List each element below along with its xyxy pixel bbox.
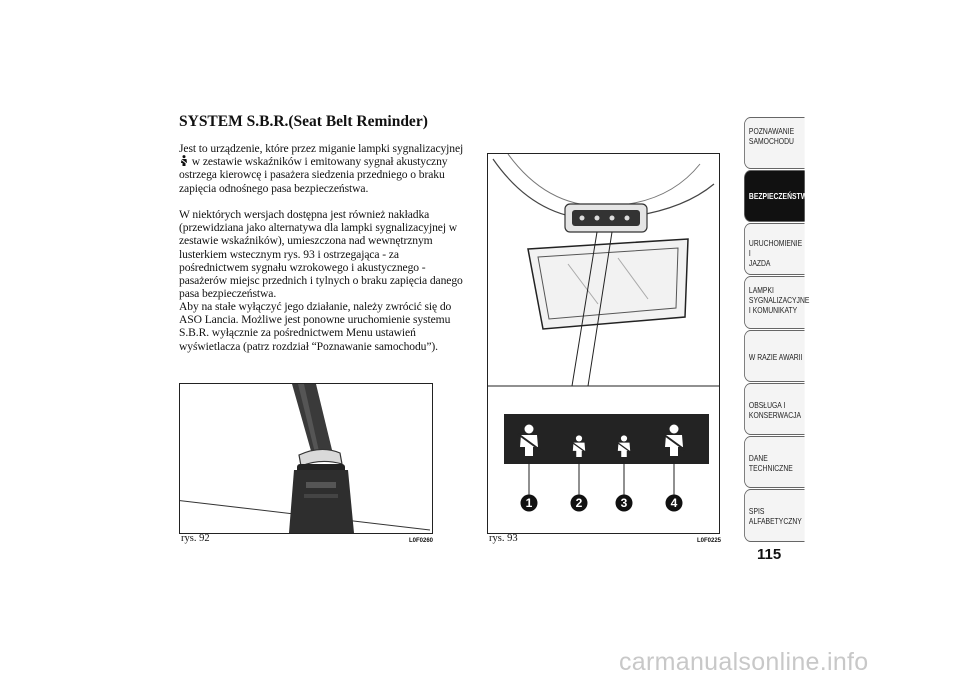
tab-dane-techniczne[interactable] <box>744 436 805 488</box>
tab-obsluga-i-konserwacja[interactable] <box>744 383 805 435</box>
watermark: carmanualsonline.info <box>619 648 869 676</box>
tab-bezpieczenstwo[interactable] <box>744 170 813 222</box>
callout-2-label: 2 <box>575 496 583 510</box>
tab-poznawanie-samochodu[interactable] <box>744 117 805 169</box>
paragraph-overlay: W niektórych wersjach dostępna jest również nakładka (przewidziana jako alternatywa dla lampki sygnalizacyjnej w zestawie wskaźników), umieszczona nad wewnętrznym lusterkiem wstecznym rys. 93 i ostrzegająca - za pośrednictwem sygnału wzrokowego i akustycznego - pasażerów miejsc przednich i tylnych o braku zapięcia danego pasa bezpieczeństwa. <box>179 208 463 301</box>
tab-label: DANE TECHNICZNE <box>748 453 793 473</box>
seat-belt-warning-icon <box>570 435 588 457</box>
figure-sbr-overlay <box>487 153 720 534</box>
tab-uruchomienie-i-jazda[interactable] <box>744 223 805 275</box>
seat-belt-warning-icon <box>179 155 189 166</box>
figure-92-caption: rys. 92 <box>181 533 210 544</box>
callout-2-marker <box>570 494 588 512</box>
tab-label: OBSŁUGA I KONSERWACJA <box>748 400 802 420</box>
paragraph-intro-start: Jest to urządzenie, które przez miganie lampki sygnalizacyjnej <box>179 142 464 155</box>
callout-4-marker <box>665 494 683 512</box>
figure-92-code: L0F0260 <box>409 538 434 544</box>
callout-1-label: 1 <box>525 496 533 510</box>
seat-belt-warning-icon <box>615 435 633 457</box>
tab-label: SPIS ALFABETYCZNY <box>748 506 802 526</box>
seat-belt-warning-icon <box>516 424 542 456</box>
callout-1-marker <box>520 494 538 512</box>
callout-3-label: 3 <box>620 496 628 510</box>
seat-belt-warning-icon <box>661 424 687 456</box>
tab-lampki-sygnalizacyjne[interactable] <box>744 276 810 329</box>
tab-w-razie-awarii[interactable] <box>744 330 805 382</box>
callout-4-label: 4 <box>670 496 678 510</box>
tab-label: LAMPKI SYGNALIZACYJNE I KOMUNIKATY <box>748 285 810 315</box>
tab-label: URUCHOMIENIE I JAZDA <box>748 238 803 268</box>
page-number: 115 <box>757 546 782 563</box>
tab-label: POZNAWANIE SAMOCHODU <box>748 126 795 146</box>
paragraph-intro <box>179 142 464 195</box>
tab-spis-alfabetyczny[interactable] <box>744 489 805 542</box>
tab-label: W RAZIE AWARII <box>748 352 803 362</box>
seat-belt-buckle-illustration <box>180 384 432 533</box>
sbr-overlay-illustration <box>488 154 719 533</box>
section-heading: SYSTEM S.B.R.(Seat Belt Reminder) <box>179 113 428 130</box>
callout-3-marker <box>615 494 633 512</box>
tab-label: BEZPIECZEŃSTWO <box>748 191 813 201</box>
figure-93-code: L0F0225 <box>697 538 722 544</box>
paragraph-intro-end: w zestawie wskaźników i emitowany sygnał akustyczny ostrzega kierowcę i pasażera siedzenia przedniego o braku zapięcia odnośnego pasa bezpieczeństwa. <box>179 155 448 195</box>
figure-93-caption: rys. 93 <box>489 533 518 544</box>
figure-seat-belt-buckle <box>179 383 433 534</box>
paragraph-disable: Aby na stałe wyłączyć jego działanie, należy zwrócić się do ASO Lancia. Możliwe jest ponowne uruchomienie systemu S.B.R. wyłącznie za pośrednictwem Menu ustawień wyświetlacza (patrz rozdział “Poznawanie samochodu”). <box>179 300 452 353</box>
